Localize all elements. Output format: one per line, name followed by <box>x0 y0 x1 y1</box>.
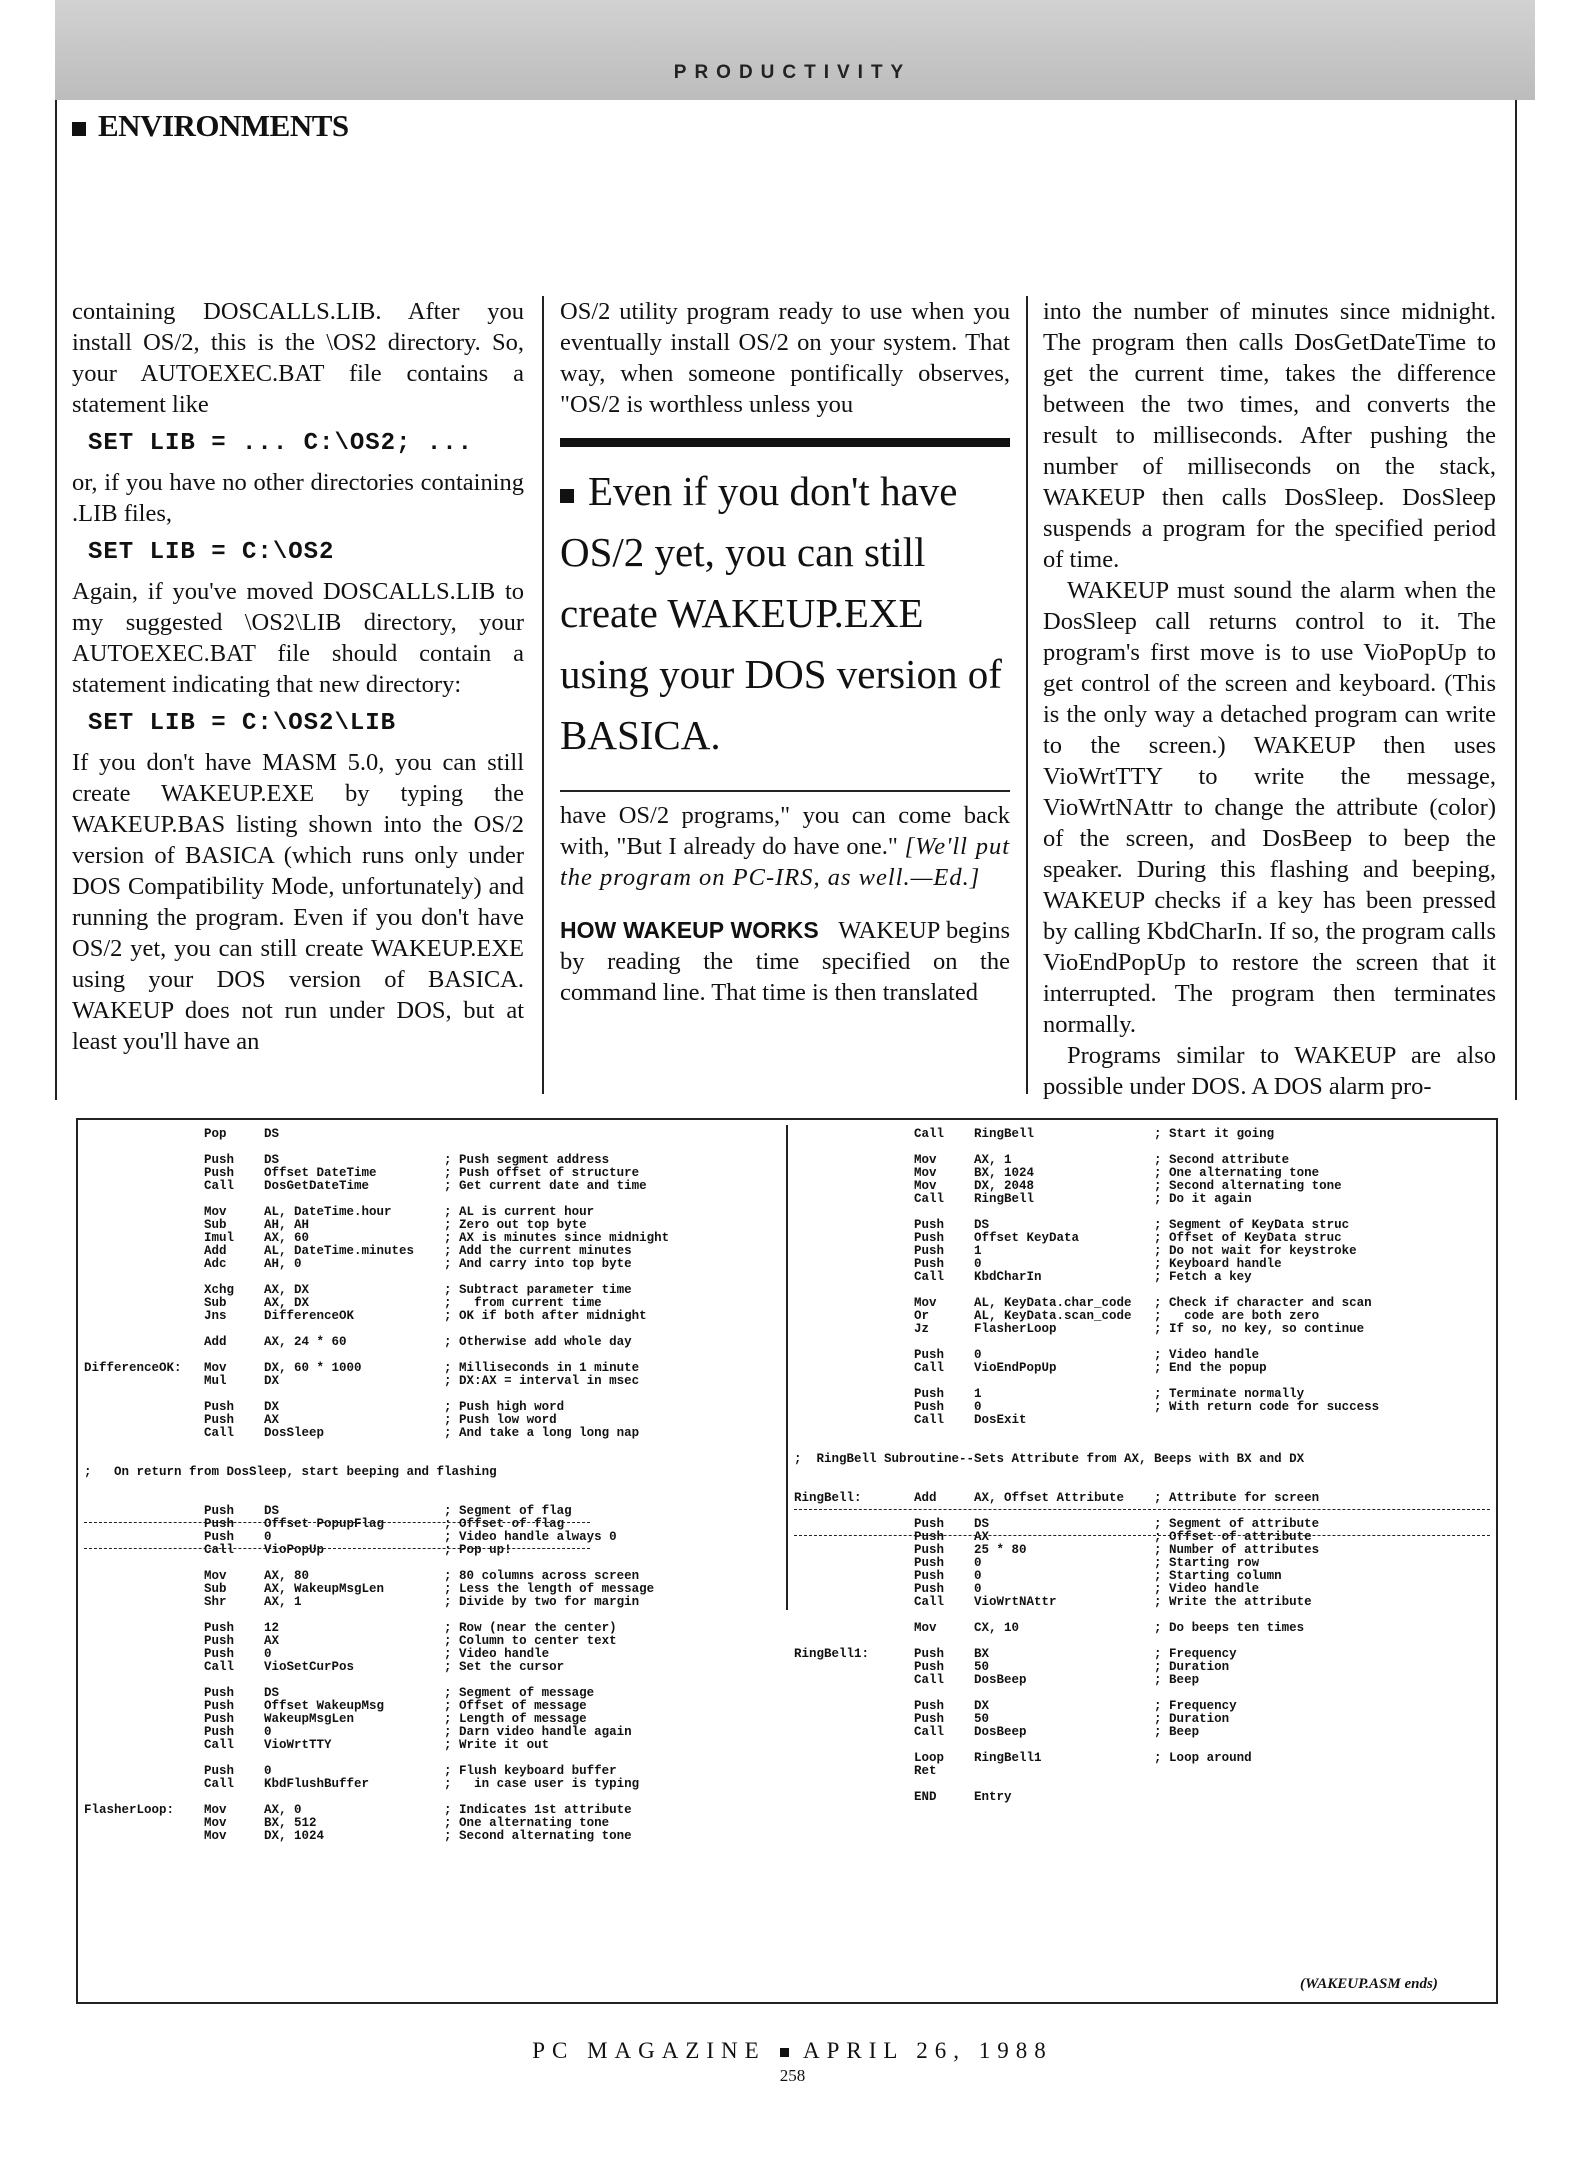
paragraph: containing DOSCALLS.LIB. After you install OS/2, this is the \OS2 directory. So, your AUTOEXEC.BAT file contains a statement like <box>72 298 524 418</box>
magazine-name: PC MAGAZINE <box>532 2038 766 2063</box>
code-line: Imul AX, 60 ; AX is minutes since midnight <box>84 1231 670 1245</box>
paragraph: OS/2 utility program ready to use when you eventually install OS/2 on your system. That way, when someone pontifically observes, "OS/2 is worthless unless you <box>560 298 1010 418</box>
code-line: Mov AL, KeyData.char_code ; Check if character and scan <box>794 1296 1372 1310</box>
code-line: Mov BX, 1024 ; One alternating tone <box>794 1166 1320 1180</box>
code-line: Jz FlasherLoop ; If so, no key, so continue <box>794 1322 1365 1336</box>
code-line: Add AL, DateTime.minutes ; Add the current minutes <box>84 1244 632 1258</box>
code-example: SET LIB = C:\OS2 <box>88 539 335 566</box>
subhead: HOW WAKEUP WORKS <box>560 917 819 943</box>
department-heading <box>72 108 349 144</box>
code-line: Loop RingBell1 ; Loop around <box>794 1751 1252 1765</box>
code-line: Add AX, 24 * 60 ; Otherwise add whole day <box>84 1335 632 1349</box>
code-line: Push 0 ; Flush keyboard buffer <box>84 1764 617 1778</box>
paragraph: If you don't have MASM 5.0, you can still create WAKEUP.EXE by typing the WAKEUP.BAS listing shown into the OS/2 version of BASICA (which runs only under DOS Compatibility Mode, unfortunately) and running the program. Even if you don't have OS/2 yet, you can still create WAKEUP.EXE using your DOS version of BASICA. WAKEUP does not run under DOS, but at least you'll have an <box>72 749 524 1055</box>
code-line: Mov DX, 2048 ; Second alternating tone <box>794 1179 1342 1193</box>
code-line: Call RingBell ; Start it going <box>794 1127 1275 1141</box>
paragraph: Programs similar to WAKEUP are also possible under DOS. A DOS alarm pro- <box>1043 1042 1496 1100</box>
paragraph: into the number of minutes since midnight. The program then calls DosGetDateTime to get the current time, takes the difference between the two times, and converts the result to milliseconds. After pushing the number of milliseconds on the stack, WAKEUP then calls DosSleep. DosSleep suspends a program for the specified period of time. <box>1043 298 1496 573</box>
code-line: Call VioPopUp ; Pop up! <box>84 1543 512 1557</box>
code-line: Sub AH, AH ; Zero out top byte <box>84 1218 587 1232</box>
section-label: PRODUCTIVITY <box>673 62 912 83</box>
pullquote-bar <box>560 438 1010 447</box>
issue-date: APRIL 26, 1988 <box>802 2038 1053 2063</box>
code-line: Push Offset DateTime ; Push offset of structure <box>84 1166 640 1180</box>
header-band <box>55 0 1535 100</box>
editor-note: [We'll put the program on PC-IRS, as well.—Ed.] <box>560 833 1011 891</box>
code-line: FlasherLoop: Mov AX, 0 ; Indicates 1st attribute <box>84 1803 632 1817</box>
code-line: Mov AL, DateTime.hour ; AL is current hour <box>84 1205 595 1219</box>
code-line: ; RingBell Subroutine--Sets Attribute from AX, Beeps with BX and DX <box>794 1452 1305 1466</box>
code-line: Mov CX, 10 ; Do beeps ten times <box>794 1621 1305 1635</box>
code-line: Call VioSetCurPos ; Set the cursor <box>84 1660 565 1674</box>
article-column-2 <box>560 296 1010 1008</box>
code-line: Push 0 ; Video handle <box>794 1348 1260 1362</box>
code-line: Push Offset PopupFlag ; Offset of flag <box>84 1517 565 1531</box>
article-column-1 <box>72 296 524 1057</box>
code-line: Mov AX, 1 ; Second attribute <box>794 1153 1290 1167</box>
code-line <box>794 1427 1379 1440</box>
code-line: Push 0 ; Video handle <box>84 1647 550 1661</box>
code-line: Push DS ; Segment of flag <box>84 1504 572 1518</box>
listing-divider <box>786 1125 788 1610</box>
code-line: Call DosSleep ; And take a long long nap <box>84 1426 640 1440</box>
code-line: Push 1 ; Do not wait for keystroke <box>794 1244 1357 1258</box>
listing-end-label: (WAKEUP.ASM ends) <box>1300 1976 1438 1992</box>
code-line: Push AX ; Push low word <box>84 1413 557 1427</box>
code-line: Push 25 * 80 ; Number of attributes <box>794 1543 1320 1557</box>
code-line: Push Offset KeyData ; Offset of KeyData struc <box>794 1231 1342 1245</box>
code-line: Pop DS <box>84 1127 280 1141</box>
page-number: 258 <box>779 2066 806 2085</box>
code-line: Call VioEndPopUp ; End the popup <box>794 1361 1267 1375</box>
code-line: Or AL, KeyData.scan_code ; code are both zero <box>794 1309 1320 1323</box>
code-line: RingBell: Add AX, Offset Attribute ; Attribute for screen <box>794 1491 1320 1505</box>
pullquote-text: Even if you don't have OS/2 yet, you can still create WAKEUP.EXE using your DOS version of BASICA. <box>560 468 1002 758</box>
code-line: Call KbdFlushBuffer ; in case user is typing <box>84 1777 640 1791</box>
bullet-square-icon <box>780 2048 789 2057</box>
paragraph: Again, if you've moved DOSCALLS.LIB to my suggested \OS2\LIB directory, your AUTOEXEC.BAT file should contain a statement indicating that new directory: <box>72 578 524 698</box>
code-line: Push DX ; Push high word <box>84 1400 565 1414</box>
code-line <box>794 1466 1379 1479</box>
code-line: Mov DX, 1024 ; Second alternating tone <box>84 1829 632 1843</box>
code-line: Push DS ; Segment of attribute <box>794 1517 1320 1531</box>
code-line: Push 12 ; Row (near the center) <box>84 1621 617 1635</box>
pullquote-rule <box>560 790 1010 792</box>
code-line: Push 0 ; Starting row <box>794 1556 1260 1570</box>
code-line: Adc AH, 0 ; And carry into top byte <box>84 1257 632 1271</box>
paragraph-text: have OS/2 programs," you can come back with, "But I already do have one." <box>560 802 1010 860</box>
code-line: ; On return from DosSleep, start beeping and flashing <box>84 1465 497 1479</box>
code-line <box>84 1440 669 1453</box>
code-line: Push 50 ; Duration <box>794 1660 1230 1674</box>
code-line: Push AX ; Column to center text <box>84 1634 617 1648</box>
paragraph: or, if you have no other directories containing .LIB files, <box>72 469 524 527</box>
code-line: Call DosBeep ; Beep <box>794 1673 1200 1687</box>
code-line: Push DS ; Push segment address <box>84 1153 610 1167</box>
paragraph <box>560 915 1010 1008</box>
code-line: Push 0 ; Keyboard handle <box>794 1257 1282 1271</box>
code-listing-left <box>84 1128 669 1843</box>
code-line: Push 50 ; Duration <box>794 1712 1230 1726</box>
bullet-square-icon <box>72 122 86 136</box>
pullquote <box>560 461 1010 766</box>
code-line: Push 0 ; Video handle <box>794 1582 1260 1596</box>
code-line: Call DosGetDateTime ; Get current date and time <box>84 1179 647 1193</box>
code-line: Shr AX, 1 ; Divide by two for margin <box>84 1595 640 1609</box>
code-line: Call RingBell ; Do it again <box>794 1192 1252 1206</box>
code-line: Push 1 ; Terminate normally <box>794 1387 1305 1401</box>
code-line: Push 0 ; Video handle always 0 <box>84 1530 617 1544</box>
code-line: Sub AX, WakeupMsgLen ; Less the length of message <box>84 1582 655 1596</box>
code-line: END Entry <box>794 1790 1012 1804</box>
paragraph: WAKEUP must sound the alarm when the DosSleep call returns control to it. The program's first move is to use VioPopUp to get control of the screen and keyboard. (This is the only way a detached program can write to the screen.) WAKEUP then uses VioWrtTTY to write the message, VioWrtNAttr to change the attribute (color) of the screen, and DosBeep to beep the speaker. During this flashing and beeping, WAKEUP checks if a key has been pressed by calling KbdCharIn. If so, the program calls VioEndPopUp to restore the screen that it interrupted. The program then terminates normally. <box>1043 577 1496 1038</box>
code-line: Push DX ; Frequency <box>794 1699 1237 1713</box>
code-line: Mov BX, 512 ; One alternating tone <box>84 1816 610 1830</box>
code-line: Mov AX, 80 ; 80 columns across screen <box>84 1569 640 1583</box>
code-line: Push AX ; Offset of attribute <box>794 1530 1312 1544</box>
footer <box>0 2038 1585 2064</box>
article-column-3 <box>1043 296 1496 1102</box>
code-line: RingBell1: Push BX ; Frequency <box>794 1647 1237 1661</box>
code-line: DifferenceOK: Mov DX, 60 * 1000 ; Milliseconds in 1 minute <box>84 1361 640 1375</box>
code-line: Mul DX ; DX:AX = interval in msec <box>84 1374 640 1388</box>
paragraph <box>560 800 1010 893</box>
code-line: Ret <box>794 1764 937 1778</box>
code-line <box>84 1479 669 1492</box>
code-line: Sub AX, DX ; from current time <box>84 1296 602 1310</box>
code-line: Push Offset WakeupMsg ; Offset of message <box>84 1699 587 1713</box>
code-listing-right <box>794 1128 1379 1804</box>
code-line: Xchg AX, DX ; Subtract parameter time <box>84 1283 632 1297</box>
column-rule-1 <box>542 296 544 1094</box>
code-line: Call DosBeep ; Beep <box>794 1725 1200 1739</box>
code-line: Call DosExit <box>794 1413 1027 1427</box>
code-example: SET LIB = C:\OS2\LIB <box>88 710 397 737</box>
code-line: Call VioWrtTTY ; Write it out <box>84 1738 550 1752</box>
code-line: Push WakeupMsgLen ; Length of message <box>84 1712 587 1726</box>
code-example: SET LIB = ... C:\OS2; ... <box>88 430 474 457</box>
bullet-square-icon <box>560 489 574 503</box>
department-label: ENVIRONMENTS <box>98 108 349 143</box>
paragraph-text: WAKEUP begins by reading the time specified on the command line. That time is then translated <box>560 917 1011 1006</box>
code-line: Push 0 ; Darn video handle again <box>84 1725 632 1739</box>
code-line: Jns DifferenceOK ; OK if both after midnight <box>84 1309 647 1323</box>
code-line: Push 0 ; Starting column <box>794 1569 1282 1583</box>
column-rule-2 <box>1026 296 1028 1094</box>
code-line: Call VioWrtNAttr ; Write the attribute <box>794 1595 1312 1609</box>
code-line: Push DS ; Segment of message <box>84 1686 595 1700</box>
code-line: Push 0 ; With return code for success <box>794 1400 1380 1414</box>
code-line: Call KbdCharIn ; Fetch a key <box>794 1270 1252 1284</box>
code-line: Push DS ; Segment of KeyData struc <box>794 1218 1350 1232</box>
